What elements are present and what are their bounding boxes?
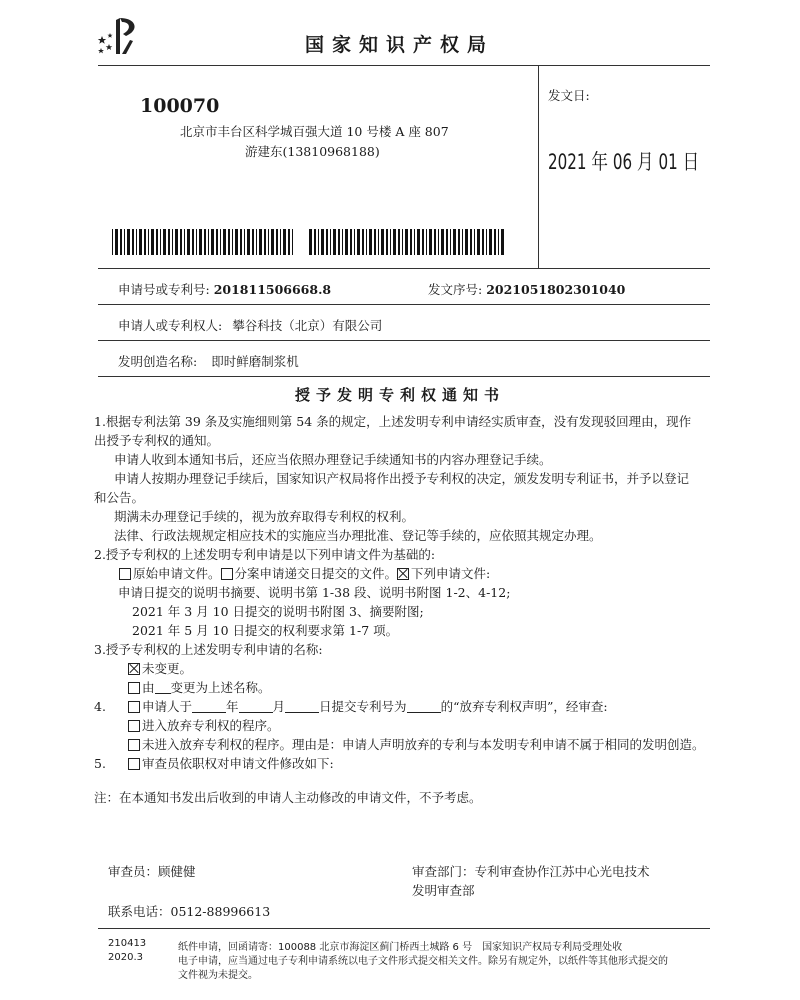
para-1b: 出授予专利权的通知。 bbox=[94, 433, 220, 448]
footer-line-2: 电子申请，应当通过电子专利申请系统以电子文件形式提交相关文件。除另有规定外，以纸件等其他形式提交的 bbox=[178, 956, 668, 967]
not-enter-waiver-label: 未进入放弃专利权的程序。理由是：申请人声明放弃的专利与本发明专利申请不属于相同的发明创造。 bbox=[142, 737, 705, 752]
application-number-row bbox=[118, 280, 331, 298]
barcode-bar bbox=[486, 229, 487, 255]
invention-row bbox=[118, 352, 299, 370]
notice-body bbox=[94, 412, 714, 773]
name-changed-to: 变更为上述名称。 bbox=[170, 680, 271, 695]
barcode-bar bbox=[127, 229, 130, 255]
barcode-bar bbox=[244, 229, 245, 255]
examination-dept-cont: 发明审查部 bbox=[412, 883, 475, 898]
name-changed-checkbox[interactable] bbox=[128, 682, 140, 694]
barcode-bar bbox=[489, 229, 492, 255]
footer-line-3: 文件视为未提交。 bbox=[178, 970, 258, 981]
para-5: 法律、行政法规规定相应技术的实施应当办理批准、登记等手续的，应依照其规定办理。 bbox=[114, 528, 602, 543]
barcode-bar bbox=[163, 229, 166, 255]
barcode-bar bbox=[120, 229, 122, 255]
barcode-bar bbox=[132, 229, 134, 255]
barcode-bar bbox=[338, 229, 340, 255]
barcode-bar bbox=[381, 229, 384, 255]
barcode-bar bbox=[223, 229, 226, 255]
doc-line-3: 2021 年 5 月 10 日提交的权利要求第 1-7 项。 bbox=[132, 623, 399, 638]
barcode-bar bbox=[168, 229, 170, 255]
examination-dept: 审查部门：专利审查协作江苏中心光电技术 bbox=[412, 864, 650, 879]
postal-code: 100070 bbox=[140, 95, 220, 117]
amendment-checkbox[interactable] bbox=[128, 758, 140, 770]
barcode-bar bbox=[342, 229, 343, 255]
barcode-bar bbox=[477, 229, 480, 255]
mailing-address: 北京市丰台区科学城百强大道 10 号楼 A 座 807 bbox=[180, 124, 449, 139]
doc-line-2: 2021 年 3 月 10 日提交的说明书附图 3、摘要附图; bbox=[132, 604, 424, 619]
barcode-bar bbox=[405, 229, 408, 255]
form-version: 2020.3 bbox=[108, 952, 143, 963]
barcode-bar bbox=[196, 229, 197, 255]
barcode-bar bbox=[501, 229, 504, 255]
waiver-month-blank bbox=[239, 700, 273, 713]
application-number-label: 申请号或专利号: bbox=[118, 282, 210, 297]
waiver-checkbox[interactable] bbox=[128, 701, 140, 713]
notice-title: 授予发明专利权通知书 bbox=[294, 386, 505, 404]
barcode-bar bbox=[354, 229, 355, 255]
barcode-bar bbox=[228, 229, 230, 255]
barcode-bar bbox=[252, 229, 254, 255]
section-5-number: 5. bbox=[94, 756, 106, 771]
document-number-label: 发文序号: bbox=[428, 282, 483, 297]
not-enter-waiver-checkbox[interactable] bbox=[128, 739, 140, 751]
barcode-bar bbox=[314, 229, 316, 255]
barcode-bar bbox=[156, 229, 158, 255]
barcode-bar bbox=[438, 229, 439, 255]
contact-phone: 联系电话：0512-88996613 bbox=[108, 904, 271, 919]
doc-line-1: 申请日提交的说明书摘要、说明书第 1-38 段、说明书附图 1-2、4-12; bbox=[118, 585, 511, 600]
section-3-heading: 3.授予专利权的上述发明专利申请的名称: bbox=[94, 642, 323, 657]
barcode-bar bbox=[494, 229, 496, 255]
original-docs-label: 原始申请文件。 bbox=[133, 566, 221, 581]
barcode-bar bbox=[450, 229, 451, 255]
barcode-bar bbox=[204, 229, 206, 255]
barcode-bar bbox=[259, 229, 262, 255]
barcode-bar bbox=[271, 229, 274, 255]
barcode-bar bbox=[390, 229, 391, 255]
barcode-bar bbox=[235, 229, 238, 255]
basis-options bbox=[94, 564, 714, 583]
waiver-text-c: 月 bbox=[272, 699, 286, 714]
barcode-bar bbox=[175, 229, 178, 255]
divisional-docs-label: 分案申请递交日提交的文件。 bbox=[234, 566, 398, 581]
waiver-text-b: 年 bbox=[226, 699, 239, 714]
office-name: 国家知识产权局 bbox=[305, 34, 495, 56]
barcode-bar bbox=[366, 229, 367, 255]
original-docs-checkbox[interactable] bbox=[119, 568, 131, 580]
barcode-bar bbox=[369, 229, 372, 255]
barcode-bar bbox=[482, 229, 484, 255]
barcode-bar bbox=[211, 229, 214, 255]
examiner-name: 审查员：顾健健 bbox=[108, 864, 196, 879]
issue-date: 2021 年 06 月 01 日 bbox=[548, 150, 700, 174]
barcode-right bbox=[309, 229, 506, 255]
barcode-bar bbox=[414, 229, 415, 255]
barcode-bar bbox=[498, 229, 499, 255]
barcode-bar bbox=[220, 229, 221, 255]
barcode-bar bbox=[386, 229, 388, 255]
enter-waiver-label: 进入放弃专利权的程序。 bbox=[142, 718, 280, 733]
barcode-bar bbox=[402, 229, 403, 255]
following-docs-checkbox[interactable] bbox=[397, 568, 409, 580]
barcode-bar bbox=[362, 229, 364, 255]
bottom-rule bbox=[98, 928, 710, 929]
application-number: 201811506668.8 bbox=[213, 282, 332, 297]
barcode-bar bbox=[280, 229, 281, 255]
invention-title: 即时鲜磨制浆机 bbox=[211, 354, 299, 369]
barcode-bar bbox=[115, 229, 118, 255]
amendment-label: 审查员依职权对申请文件修改如下: bbox=[142, 756, 334, 771]
barcode-bar bbox=[124, 229, 125, 255]
barcode-bar bbox=[264, 229, 266, 255]
para-3a: 申请人按期办理登记手续后，国家知识产权局将作出授予专利权的决定，颁发发明专利证书，并予以登记 bbox=[114, 471, 690, 486]
barcode-bar bbox=[112, 229, 113, 255]
waiver-day-blank bbox=[285, 700, 319, 713]
para-1a: 1.根据专利法第 39 条及实施细则第 54 条的规定，上述发明专利申请经实质审查，没有发现驳回理由，现作 bbox=[94, 414, 692, 429]
applicant-row bbox=[118, 316, 382, 334]
barcode-bar bbox=[330, 229, 331, 255]
barcode-bar bbox=[474, 229, 475, 255]
barcode-bar bbox=[283, 229, 286, 255]
name-unchanged-label: 未变更。 bbox=[142, 661, 193, 676]
section-2-heading: 2.授予专利权的上述发明专利申请是以下列申请文件为基础的: bbox=[94, 547, 436, 562]
footer-line-1: 纸件申请，回函请寄：100088 北京市海淀区蓟门桥西土城路 6 号 国家知识产权局专利局受理处收 bbox=[178, 942, 623, 953]
barcode-bar bbox=[326, 229, 328, 255]
name-unchanged-checkbox[interactable] bbox=[128, 663, 140, 675]
para-2: 申请人收到本通知书后，还应当依照办理登记手续通知书的内容办理登记手续。 bbox=[114, 452, 552, 467]
field-rule-2 bbox=[98, 304, 710, 305]
barcode-bar bbox=[247, 229, 250, 255]
barcode-bar bbox=[256, 229, 257, 255]
applicant-label: 申请人或专利权人: bbox=[118, 318, 223, 333]
barcode-bar bbox=[393, 229, 396, 255]
recipient-name: 游建东(13810968188) bbox=[245, 144, 380, 159]
divisional-docs-checkbox[interactable] bbox=[221, 568, 233, 580]
barcode-bar bbox=[446, 229, 448, 255]
barcode-bar bbox=[151, 229, 154, 255]
barcode-bar bbox=[232, 229, 233, 255]
section-4-number: 4. bbox=[94, 699, 106, 714]
barcode-bar bbox=[417, 229, 420, 255]
issue-date-label: 发文日: bbox=[548, 88, 590, 103]
note: 注：在本通知书发出后收到的申请人主动修改的申请文件，不予考虑。 bbox=[94, 790, 482, 805]
document-number: 2021051802301040 bbox=[486, 282, 626, 297]
applicant-name: 攀谷科技（北京）有限公司 bbox=[232, 318, 383, 333]
barcode-bar bbox=[426, 229, 427, 255]
barcode-bar bbox=[144, 229, 146, 255]
top-rule bbox=[98, 65, 710, 66]
barcode-bar bbox=[470, 229, 472, 255]
barcode-bar bbox=[216, 229, 218, 255]
date-column-divider bbox=[538, 65, 539, 269]
barcode-bar bbox=[199, 229, 202, 255]
waiver-text-d: 日提交专利号为 bbox=[319, 699, 407, 714]
barcode-bar bbox=[309, 229, 312, 255]
barcode-bar bbox=[374, 229, 376, 255]
barcode-bar bbox=[292, 229, 293, 255]
waiver-patent-blank bbox=[407, 700, 441, 713]
barcode-bar bbox=[453, 229, 456, 255]
barcode-bar bbox=[321, 229, 324, 255]
barcode-bar bbox=[410, 229, 412, 255]
field-rule-1 bbox=[98, 268, 710, 269]
name-changed-from: 由 bbox=[142, 680, 155, 695]
cnipa-logo bbox=[96, 14, 146, 58]
waiver-text-e: 的“放弃专利权声明”，经审查: bbox=[440, 699, 608, 714]
barcode-bar bbox=[240, 229, 242, 255]
barcode-bar bbox=[288, 229, 290, 255]
barcode-bar bbox=[350, 229, 352, 255]
enter-waiver-checkbox[interactable] bbox=[128, 720, 140, 732]
barcode-bar bbox=[462, 229, 463, 255]
barcode-bar bbox=[208, 229, 209, 255]
barcode-bar bbox=[357, 229, 360, 255]
field-rule-4 bbox=[98, 376, 710, 377]
barcode-bar bbox=[429, 229, 432, 255]
document-number-row bbox=[428, 280, 625, 298]
barcode-bar bbox=[160, 229, 161, 255]
barcode-bar bbox=[422, 229, 424, 255]
barcode-bar bbox=[276, 229, 278, 255]
barcode-bar bbox=[378, 229, 379, 255]
barcode-bar bbox=[184, 229, 185, 255]
barcode-bar bbox=[398, 229, 400, 255]
barcode-bar bbox=[458, 229, 460, 255]
barcode-bar bbox=[148, 229, 149, 255]
barcode-bar bbox=[136, 229, 137, 255]
form-code: 210413 bbox=[108, 938, 147, 949]
barcode-left bbox=[112, 229, 295, 255]
barcode-bar bbox=[192, 229, 194, 255]
following-docs-label: 下列申请文件: bbox=[411, 566, 491, 581]
old-name-blank bbox=[155, 681, 171, 694]
barcode-bar bbox=[434, 229, 436, 255]
barcode-bar bbox=[187, 229, 190, 255]
para-3b: 和公告。 bbox=[94, 490, 145, 505]
barcode-bar bbox=[465, 229, 468, 255]
barcode-bar bbox=[441, 229, 444, 255]
barcode-bar bbox=[139, 229, 142, 255]
barcode-bar bbox=[333, 229, 336, 255]
barcode-bar bbox=[180, 229, 182, 255]
invention-label: 发明创造名称: bbox=[118, 354, 198, 369]
para-4: 期满未办理登记手续的，视为放弃取得专利权的权利。 bbox=[114, 509, 415, 524]
barcode-bar bbox=[172, 229, 173, 255]
barcode-bar bbox=[268, 229, 269, 255]
barcode-bar bbox=[345, 229, 348, 255]
waiver-text-a: 申请人于 bbox=[142, 699, 193, 714]
barcode-bar bbox=[318, 229, 319, 255]
waiver-year-blank bbox=[192, 700, 226, 713]
field-rule-3 bbox=[98, 340, 710, 341]
